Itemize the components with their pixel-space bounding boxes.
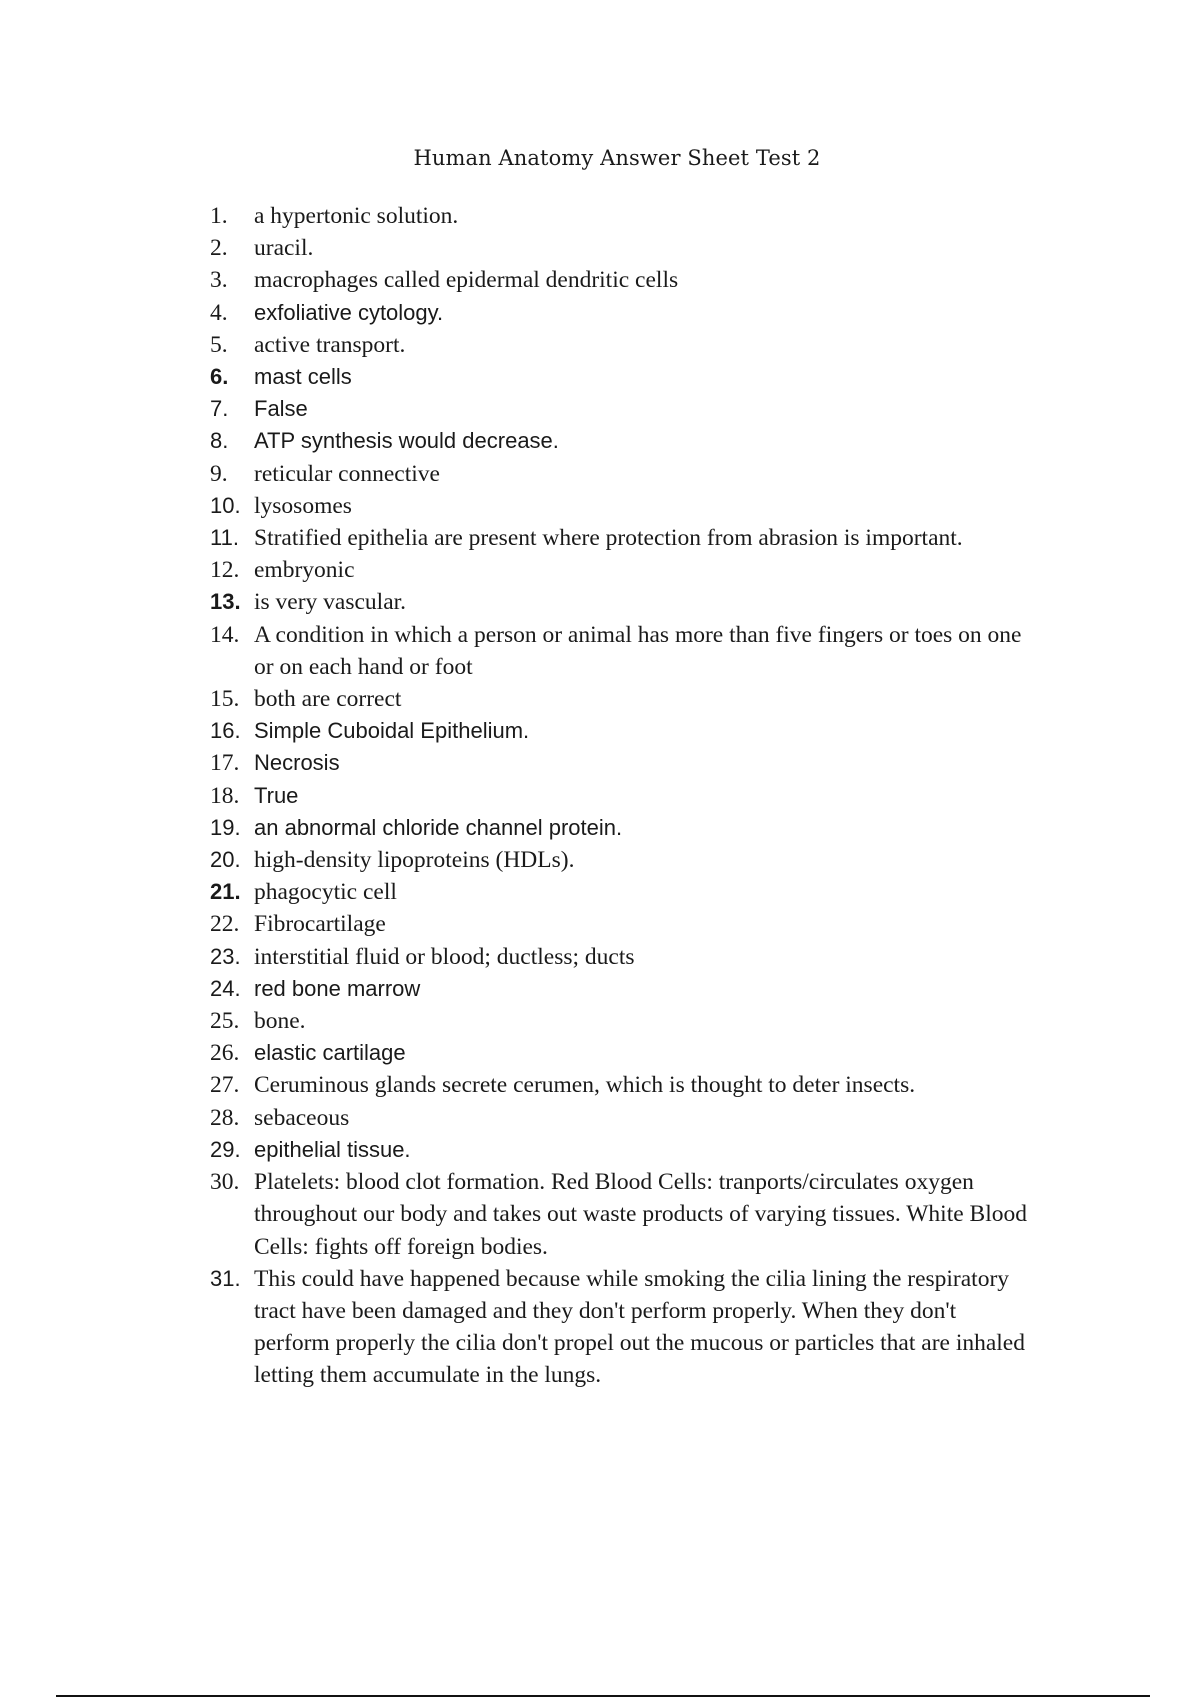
answer-item bbox=[210, 844, 1030, 876]
answer-text: phagocytic cell bbox=[254, 879, 397, 906]
answer-text: elastic cartilage bbox=[254, 1040, 406, 1066]
answer-text: This could have happened because while smoking the cilia lining the respiratory tract have been damaged and they don't perform properly. When they don't perform properly the cilia don't propel out the mucous or particles that are inhaled letting them accumulate in the lungs. bbox=[254, 1265, 1025, 1389]
answer-text: Ceruminous glands secrete cerumen, which is thought to deter insects. bbox=[254, 1072, 916, 1099]
answer-number: 3. bbox=[210, 267, 228, 294]
answer-number: 7. bbox=[210, 396, 229, 422]
answer-text: a hypertonic solution. bbox=[254, 203, 459, 229]
answer-number: 16. bbox=[210, 718, 241, 744]
answer-item bbox=[210, 1134, 1030, 1166]
answer-number: 12. bbox=[210, 557, 240, 584]
answer-item bbox=[210, 586, 1030, 618]
answer-number: 22. bbox=[210, 911, 240, 938]
answer-number: 6. bbox=[210, 364, 229, 390]
answer-text: Necrosis bbox=[254, 750, 340, 776]
answer-text: Platelets: blood clot formation. Red Blood Cells: tranports/circulates oxygen throughout our body and takes out waste products of varying tissues. White Blood Cells: fights off foreign bodies. bbox=[254, 1169, 1027, 1260]
answer-text: is very vascular. bbox=[254, 589, 407, 616]
answer-item bbox=[210, 1037, 1030, 1069]
answer-item bbox=[210, 458, 1030, 490]
answer-text: active transport. bbox=[254, 331, 406, 358]
answer-number: 4. bbox=[210, 299, 228, 326]
answer-number: 11. bbox=[210, 525, 239, 551]
answer-number: 13. bbox=[210, 589, 241, 615]
answer-number: 2. bbox=[210, 235, 228, 262]
answer-item bbox=[210, 683, 1030, 715]
answer-number: 18. bbox=[210, 782, 240, 809]
answer-number: 28. bbox=[210, 1104, 240, 1131]
answer-item bbox=[210, 715, 1030, 747]
answer-number: 30. bbox=[210, 1169, 240, 1196]
answer-item bbox=[210, 812, 1030, 844]
answer-text: True bbox=[254, 782, 299, 808]
answer-number: 8. bbox=[210, 428, 229, 454]
answer-number: 10. bbox=[210, 492, 241, 518]
answer-text: uracil. bbox=[254, 235, 314, 262]
answer-number: 21. bbox=[210, 879, 241, 905]
page-title: Human Anatomy Answer Sheet Test 2 bbox=[413, 146, 821, 170]
answer-text: exfoliative cytology. bbox=[254, 299, 444, 325]
answer-item bbox=[210, 941, 1030, 973]
answer-item bbox=[210, 393, 1030, 425]
answer-item bbox=[210, 973, 1030, 1005]
answer-item bbox=[210, 425, 1030, 457]
answer-number: 23. bbox=[210, 943, 241, 969]
answer-text: red bone marrow bbox=[254, 975, 421, 1001]
answer-item bbox=[210, 1005, 1030, 1037]
answer-number: 5. bbox=[210, 331, 228, 358]
answer-number: 19. bbox=[210, 814, 241, 840]
answer-item bbox=[210, 554, 1030, 586]
answer-number: 9. bbox=[210, 460, 228, 487]
answer-number: 17. bbox=[210, 750, 240, 777]
answer-item bbox=[210, 329, 1030, 361]
answer-text: reticular connective bbox=[254, 460, 440, 487]
answer-item bbox=[210, 522, 1030, 554]
answer-item bbox=[210, 232, 1030, 264]
answer-number: 1. bbox=[210, 203, 228, 229]
answer-item bbox=[210, 1263, 1030, 1392]
answer-text: high-density lipoproteins (HDLs). bbox=[254, 847, 575, 874]
answer-number: 14. bbox=[210, 621, 240, 648]
answer-item bbox=[210, 200, 1030, 232]
answer-item bbox=[210, 908, 1030, 940]
answer-text: Stratified epithelia are present where protection from abrasion is important. bbox=[254, 525, 963, 552]
answer-number: 29. bbox=[210, 1136, 241, 1162]
answer-list bbox=[210, 200, 1030, 1392]
answer-text: sebaceous bbox=[254, 1104, 350, 1131]
answer-item bbox=[210, 619, 1030, 683]
answer-text: lysosomes bbox=[254, 492, 352, 519]
answer-number: 24. bbox=[210, 975, 241, 1001]
answer-item bbox=[210, 1102, 1030, 1134]
answer-number: 20. bbox=[210, 847, 241, 873]
answer-item bbox=[210, 747, 1030, 779]
answer-text: ATP synthesis would decrease. bbox=[254, 428, 559, 454]
footer-rule bbox=[56, 1695, 1150, 1697]
answer-number: 27. bbox=[210, 1072, 240, 1099]
answer-text: bone. bbox=[254, 1008, 306, 1035]
answer-text: macrophages called epidermal dendritic cells bbox=[254, 267, 679, 294]
answer-number: 25. bbox=[210, 1008, 240, 1035]
answer-number: 26. bbox=[210, 1040, 240, 1067]
answer-text: embryonic bbox=[254, 557, 355, 584]
answer-item bbox=[210, 780, 1030, 812]
answer-text: epithelial tissue. bbox=[254, 1136, 411, 1162]
answer-text: mast cells bbox=[254, 364, 352, 390]
answer-text: Fibrocartilage bbox=[254, 911, 386, 938]
answer-item bbox=[210, 297, 1030, 329]
answer-number: 15. bbox=[210, 686, 240, 713]
answer-item bbox=[210, 1069, 1030, 1101]
answer-item bbox=[210, 876, 1030, 908]
answer-text: False bbox=[254, 396, 308, 422]
answer-text: Simple Cuboidal Epithelium. bbox=[254, 718, 530, 744]
answer-text: an abnormal chloride channel protein. bbox=[254, 814, 623, 840]
answer-item bbox=[210, 361, 1030, 393]
answer-number: 31. bbox=[210, 1265, 241, 1291]
answer-item bbox=[210, 490, 1030, 522]
answer-text: both are correct bbox=[254, 686, 402, 713]
answer-item bbox=[210, 1166, 1030, 1263]
answer-item bbox=[210, 264, 1030, 296]
answer-text: interstitial fluid or blood; ductless; ducts bbox=[254, 943, 635, 970]
answer-text: A condition in which a person or animal has more than five fingers or toes on one or on each hand or foot bbox=[254, 621, 1022, 680]
